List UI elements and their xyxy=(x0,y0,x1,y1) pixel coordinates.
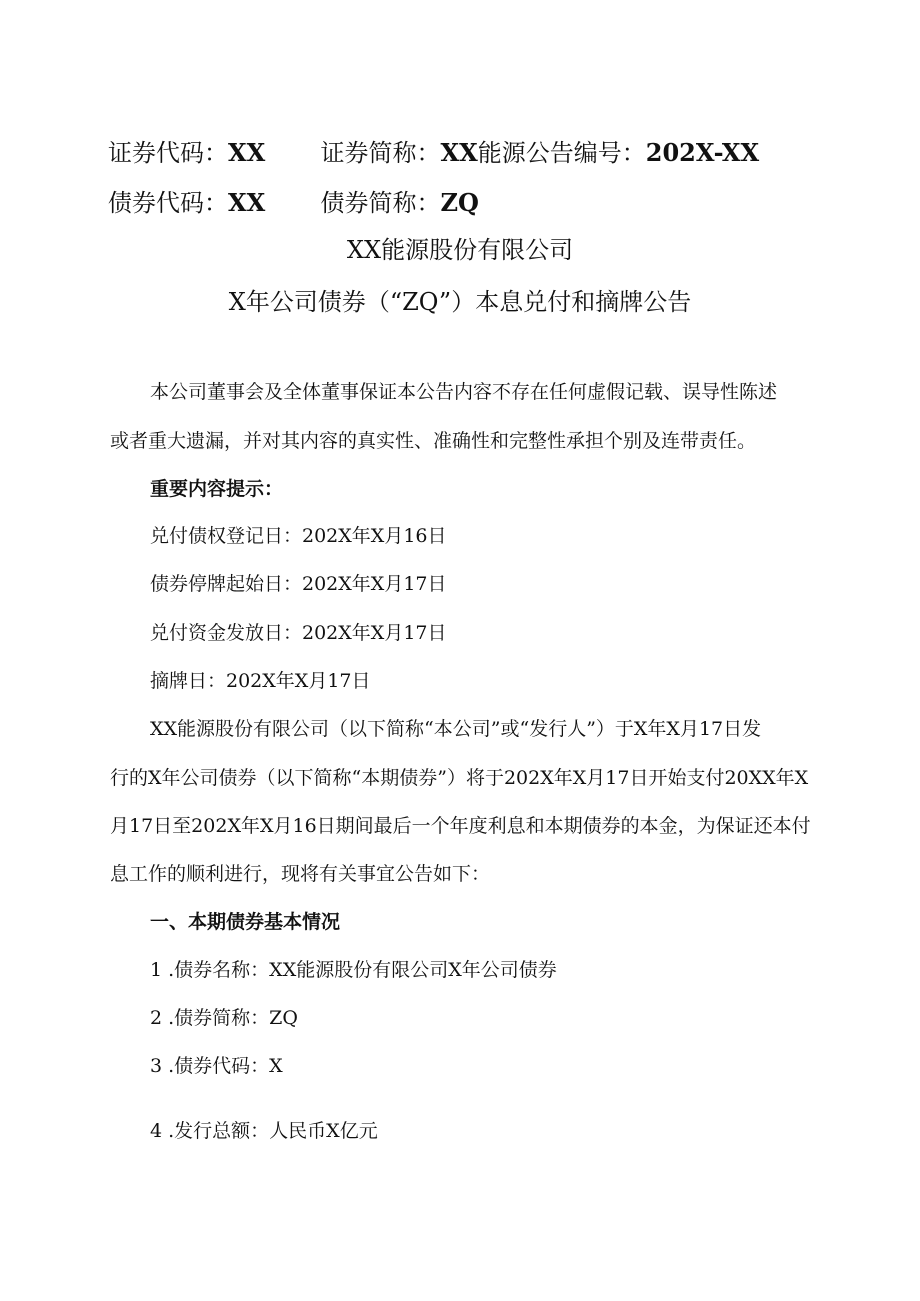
stock-abbr: XX xyxy=(440,138,478,167)
section-1-heading: 一、本期债券基本情况 xyxy=(150,911,341,933)
stock-code-label: 证券代码： xyxy=(108,139,228,167)
key-point-item: 兑付债权登记日：202X年X月16日 xyxy=(150,525,447,547)
stock-abbr-label: 证券简称： xyxy=(320,139,441,167)
company-title: XX能源股份有限公司 xyxy=(346,236,574,264)
key-points-heading: 重要内容提示： xyxy=(150,478,284,500)
bond-abbr: ZQ xyxy=(440,188,479,217)
disclaimer-line-2: 或者重大遗漏，并对其内容的真实性、准确性和完整性承担个别及连带责任。 xyxy=(110,430,757,452)
intro-line-4: 息工作的顺利进行，现将有关事宜公告如下： xyxy=(110,863,491,885)
notice-title: X年公司债券（“ZQ”）本息兑付和摘牌公告 xyxy=(228,288,692,316)
section-1-item: 3 .债券代码：X xyxy=(150,1055,283,1077)
intro-line-2: 行的X年公司债券（以下简称“本期债券”）将于202X年X月17日开始支付20XX年X xyxy=(110,767,809,789)
intro-line-3: 月17日至202X年X月16日期间最后一个年度利息和本期债券的本金，为保证还本付 xyxy=(110,815,811,837)
bond-code-label: 债券代码： xyxy=(108,189,228,217)
disclaimer-line-1: 本公司董事会及全体董事保证本公告内容不存在任何虚假记载、误导性陈述 xyxy=(150,381,778,403)
notice-number: 202X-XX xyxy=(645,138,760,167)
section-1-item: 4 .发行总额：人民币X亿元 xyxy=(150,1120,378,1142)
header-row-2 xyxy=(108,183,479,218)
header-row-1 xyxy=(108,133,759,168)
bond-abbr-label: 债券简称： xyxy=(320,189,441,217)
intro-line-1: XX能源股份有限公司（以下简称“本公司”或“发行人”）于X年X月17日发 xyxy=(150,718,762,740)
key-point-item: 兑付资金发放日：202X年X月17日 xyxy=(150,622,447,644)
section-1-item: 1 .债券名称：XX能源股份有限公司X年公司债券 xyxy=(150,959,557,981)
stock-abbr-suffix: 能源公告编号： xyxy=(477,139,646,167)
stock-code: XX xyxy=(228,138,266,167)
bond-code: XX xyxy=(228,188,266,217)
section-1-item: 2 .债券简称：ZQ xyxy=(150,1007,298,1029)
key-point-item: 债券停牌起始日：202X年X月17日 xyxy=(150,573,447,595)
key-point-item: 摘牌日：202X年X月17日 xyxy=(150,670,371,692)
